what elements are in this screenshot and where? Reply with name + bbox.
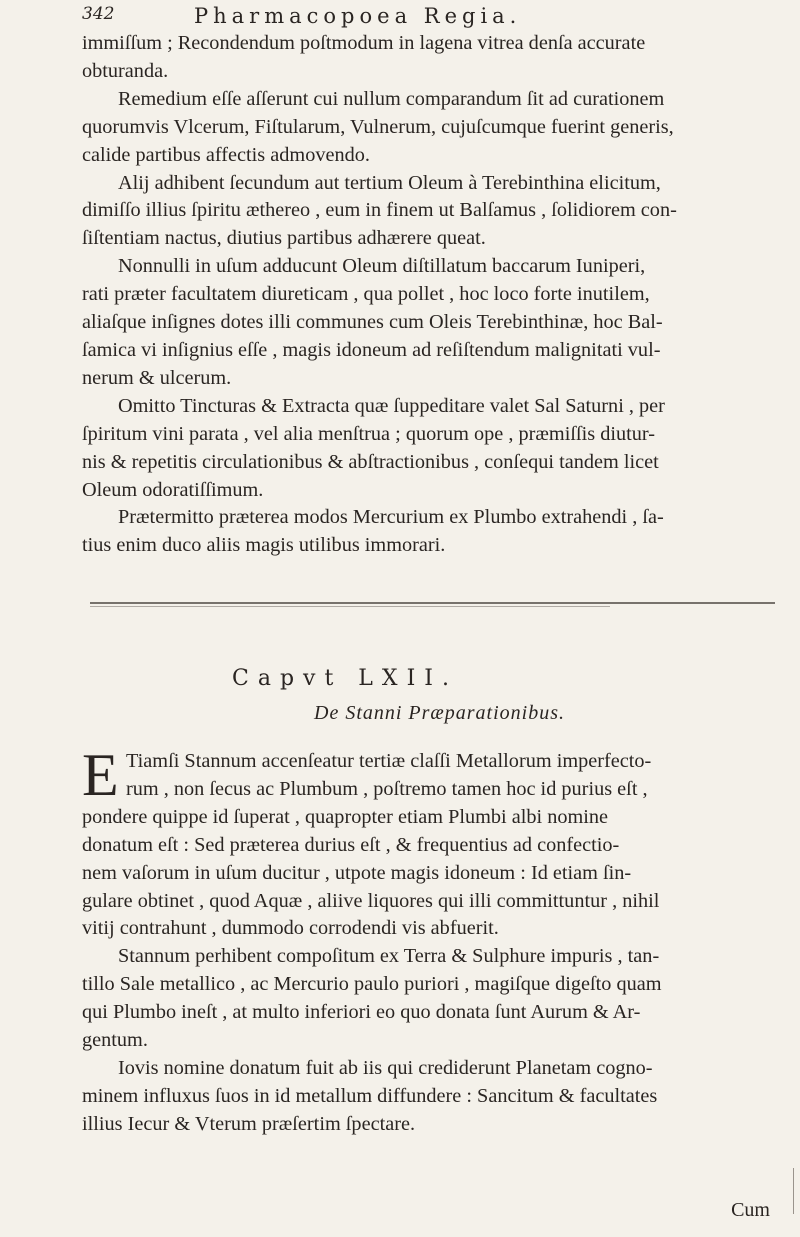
text-line: aliaſque inſignes dotes illi communes cum Oleis Terebinthinæ, hoc Bal-: [82, 311, 663, 334]
text-block-top: [82, 30, 790, 560]
text-line: donatum eſt : Sed præterea durius eſt , & frequentius ad confectio-: [82, 833, 620, 856]
section-rule-thin: [90, 606, 610, 607]
text-line: Oleum odoratiſſimum.: [82, 478, 264, 501]
text-line: obturanda.: [82, 59, 169, 82]
text-line: pondere quippe id ſuperat , quapropter etiam Plumbi albi nomine: [82, 805, 609, 828]
text-line: gulare obtinet , quod Aquæ , aliive liquores qui illi committuntur , nihil: [82, 889, 660, 912]
text-line: minem influxus ſuos in id metallum diffundere : Sancitum & facultates: [82, 1084, 658, 1107]
catchword: Cum: [731, 1199, 770, 1221]
text-line: ſiſtentiam nactus, diutius partibus adhærere queat.: [82, 227, 486, 250]
text-line: calide partibus affectis admovendo.: [82, 143, 370, 166]
text-line: quorumvis Vlcerum, Fiſtularum, Vulnerum, cujuſcumque fuerint generis,: [82, 115, 674, 138]
running-title: Pharmacopoea Regia.: [194, 4, 522, 28]
text-line: Alij adhibent ſecundum aut tertium Oleum à Terebinthina elicitum,: [118, 171, 661, 194]
text-line: Nonnulli in uſum adducunt Oleum diſtillatum baccarum Iuniperi,: [118, 255, 646, 278]
text-line: Remedium eſſe aſſerunt cui nullum comparandum ſit ad curationem: [118, 87, 665, 110]
text-line: ſpiritum vini parata , vel alia menſtrua ; quorum ope , præmiſſis diutur-: [82, 422, 655, 445]
text-line: nerum & ulcerum.: [82, 366, 232, 389]
text-line: Omitto Tincturas & Extracta quæ ſuppeditare valet Sal Saturni , per: [118, 394, 665, 417]
drop-cap: E: [82, 742, 119, 808]
text-line: immiſſum ; Recondendum poſtmodum in lagena vitrea denſa accurate: [82, 32, 646, 54]
chapter-subtitle: De Stanni Præparationibus.: [314, 702, 566, 724]
text-line: Tiamſi Stannum accenſeatur tertiæ claſſi Metallorum imperfecto-: [126, 750, 652, 772]
section-rule: [90, 602, 775, 604]
text-line: rum , non ſecus ac Plumbum , poſtremo tamen hoc id purius eſt ,: [126, 777, 648, 800]
text-line: tius enim duco aliis magis utilibus immorari.: [82, 534, 446, 557]
page-header: [82, 4, 782, 30]
text-line: Prætermitto præterea modos Mercurium ex Plumbo extrahendi , ſa-: [118, 506, 664, 529]
text-block-bottom: [82, 742, 790, 1139]
text-line: nis & repetitis circulationibus & abſtractionibus , conſequi tandem licet: [82, 450, 659, 473]
text-line: Stannum perhibent compoſitum ex Terra & Sulphure impuris , tan-: [118, 945, 660, 968]
page-number: 342: [82, 4, 115, 24]
text-line: ſamica vi inſignius eſſe , magis idoneum ad reſiſtendum malignitati vul-: [82, 338, 661, 361]
text-line: qui Plumbo ineſt , at multo inferiori eo quo donata ſunt Aurum & Ar-: [82, 1001, 641, 1024]
text-line: vitij contrahunt , dummodo corrodendi vis abfuerit.: [82, 917, 499, 940]
text-line: gentum.: [82, 1029, 148, 1052]
text-line: illius Iecur & Vterum præſertim ſpectare.: [82, 1112, 416, 1135]
text-line: Iovis nomine donatum fuit ab iis qui crediderunt Planetam cogno-: [118, 1056, 653, 1079]
chapter-heading: Capvt LXII.: [232, 666, 458, 691]
page-edge-mark: [793, 1168, 794, 1214]
text-line: tillo Sale metallico , ac Mercurio paulo puriori , magiſque digeſto quam: [82, 973, 662, 996]
text-line: nem vaſorum in uſum ducitur , utpote magis idoneum : Id etiam ſin-: [82, 861, 632, 884]
text-line: rati præter facultatem diureticam , qua pollet , hoc loco forte inutilem,: [82, 283, 650, 306]
text-line: dimiſſo illius ſpiritu æthereo , eum in finem ut Balſamus , ſolidiorem con-: [82, 199, 677, 222]
